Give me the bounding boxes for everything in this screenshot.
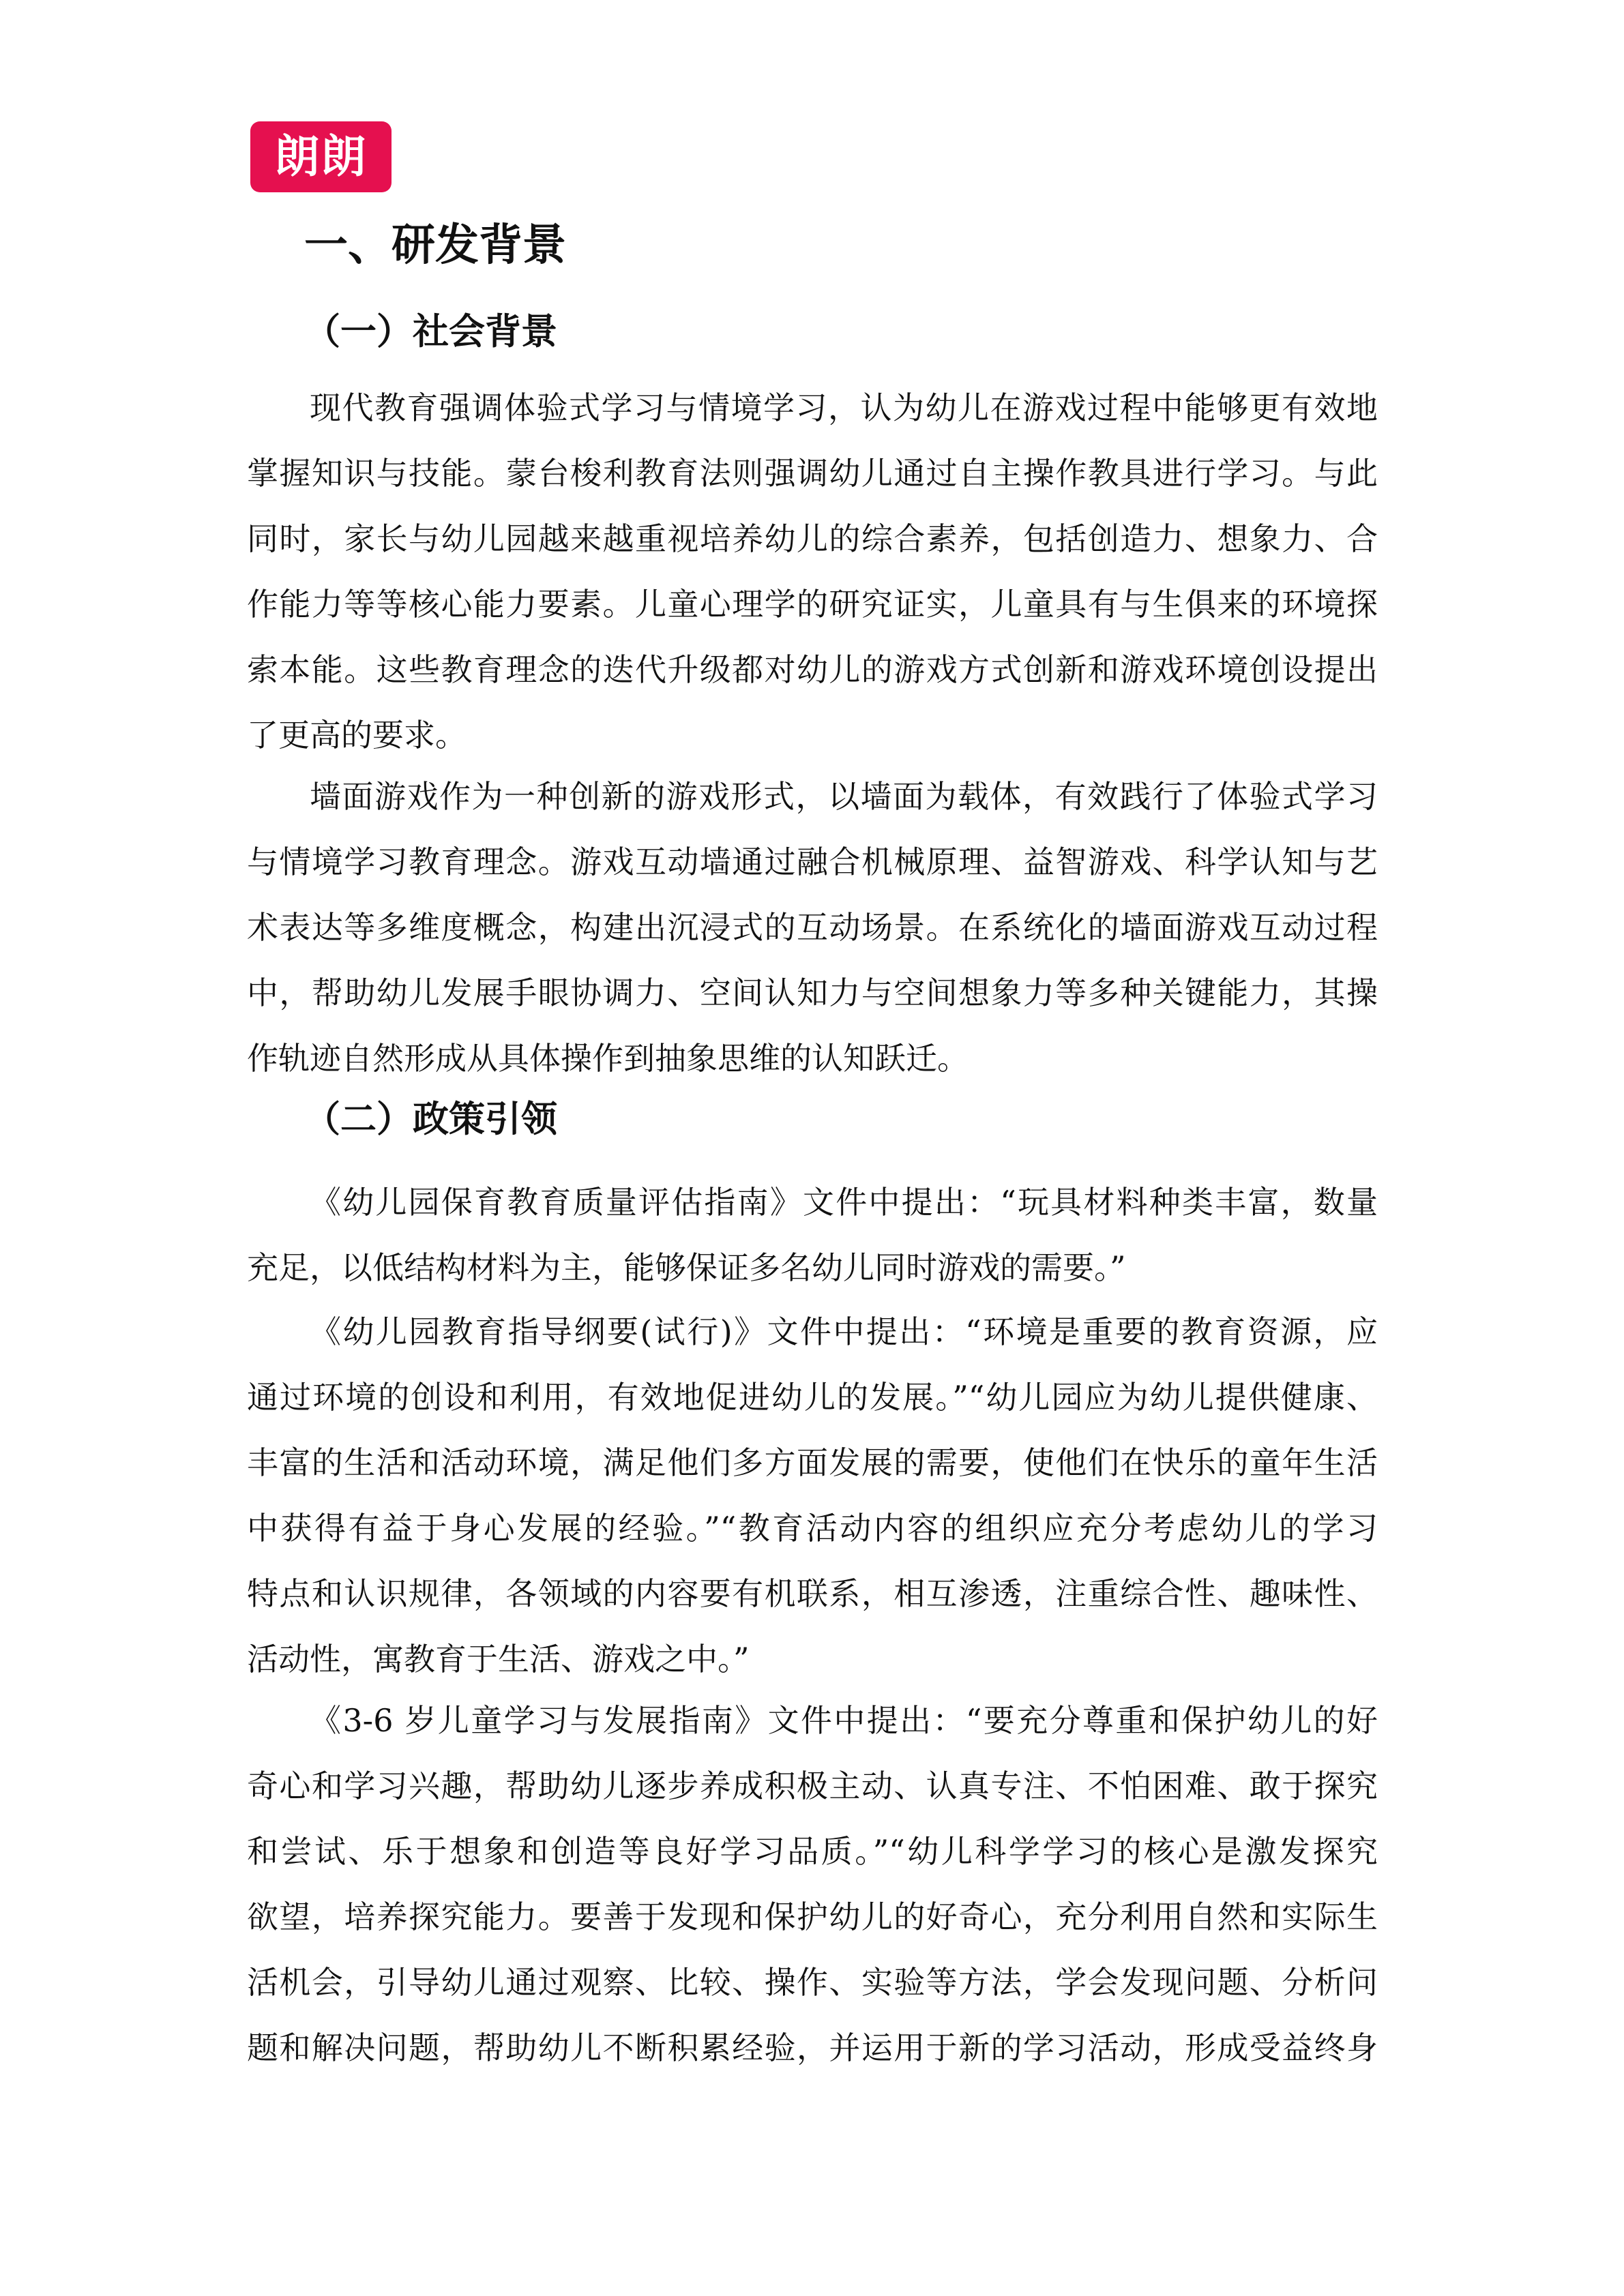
text-line: 了更高的要求。 bbox=[247, 717, 467, 754]
text-line: 作能力等等核心能力要素。儿童心理学的研究证实，儿童具有与生俱来的环境探 bbox=[247, 586, 1378, 623]
text-line: 术表达等多维度概念，构建出沉浸式的互动场景。在系统化的墙面游戏互动过程 bbox=[247, 909, 1378, 946]
text-line: 索本能。这些教育理念的迭代升级都对幼儿的游戏方式创新和游戏环境创设提出 bbox=[247, 651, 1378, 688]
text-line: 和尝试、乐于想象和创造等良好学习品质。”“幼儿科学学习的核心是激发探究 bbox=[247, 1833, 1378, 1870]
subsection-heading-social: （一）社会背景 bbox=[304, 311, 557, 353]
text-line: 掌握知识与技能。蒙台梭利教育法则强调幼儿通过自主操作教具进行学习。与此 bbox=[247, 455, 1378, 492]
text-line: 同时，家长与幼儿园越来越重视培养幼儿的综合素养，包括创造力、想象力、合 bbox=[247, 520, 1378, 557]
paragraph-policy-1 bbox=[247, 1169, 1378, 1300]
text-line: 通过环境的创设和利用，有效地促进幼儿的发展。”“幼儿园应为幼儿提供健康、 bbox=[247, 1379, 1378, 1416]
paragraph-social-2 bbox=[247, 764, 1378, 1091]
text-line: 活机会，引导幼儿通过观察、比较、操作、实验等方法，学会发现问题、分析问 bbox=[247, 1964, 1378, 2001]
text-line: 中，帮助幼儿发展手眼协调力、空间认知力与空间想象力等多种关键能力，其操 bbox=[247, 974, 1378, 1011]
text-line: 《3-6 岁儿童学习与发展指南》文件中提出：“要充分尊重和保护幼儿的好 bbox=[310, 1702, 1378, 1739]
text-line: 奇心和学习兴趣，帮助幼儿逐步养成积极主动、认真专注、不怕困难、敢于探究 bbox=[247, 1768, 1378, 1804]
text-line: 与情境学习教育理念。游戏互动墙通过融合机械原理、益智游戏、科学认知与艺 bbox=[247, 844, 1378, 880]
text-line: 丰富的生活和活动环境，满足他们多方面发展的需要，使他们在快乐的童年生活 bbox=[247, 1444, 1378, 1481]
text-line: 墙面游戏作为一种创新的游戏形式，以墙面为载体，有效践行了体验式学习 bbox=[310, 778, 1378, 815]
text-line: 《幼儿园保育教育质量评估指南》文件中提出：“玩具材料种类丰富，数量 bbox=[310, 1184, 1378, 1221]
paragraph-policy-2 bbox=[247, 1299, 1378, 1692]
text-line: 欲望，培养探究能力。要善于发现和保护幼儿的好奇心，充分利用自然和实际生 bbox=[247, 1898, 1378, 1935]
text-line: 特点和认识规律，各领域的内容要有机联系，相互渗透，注重综合性、趣味性、 bbox=[247, 1575, 1378, 1612]
text-line: 活动性，寓教育于生活、游戏之中。” bbox=[247, 1641, 750, 1678]
brand-logo bbox=[250, 121, 392, 192]
paragraph-social-1 bbox=[247, 375, 1378, 768]
text-line: 充足，以低结构材料为主，能够保证多名幼儿同时游戏的需要。” bbox=[247, 1249, 1126, 1286]
text-line: 中获得有益于身心发展的经验。”“教育活动内容的组织应充分考虑幼儿的学习 bbox=[247, 1510, 1378, 1547]
paragraph-policy-3 bbox=[247, 1688, 1378, 2081]
subsection-heading-policy: （二）政策引领 bbox=[304, 1099, 557, 1140]
text-line: 《幼儿园教育指导纲要(试行)》文件中提出：“环境是重要的教育资源，应 bbox=[310, 1313, 1378, 1350]
brand-logo-text: 朗朗 bbox=[274, 130, 368, 183]
text-line: 作轨迹自然形成从具体操作到抽象思维的认知跃迁。 bbox=[247, 1040, 969, 1077]
text-line: 现代教育强调体验式学习与情境学习，认为幼儿在游戏过程中能够更有效地 bbox=[310, 389, 1378, 426]
text-line: 题和解决问题，帮助幼儿不断积累经验，并运用于新的学习活动，形成受益终身 bbox=[247, 2029, 1378, 2066]
section-heading: 一、研发背景 bbox=[304, 220, 566, 271]
